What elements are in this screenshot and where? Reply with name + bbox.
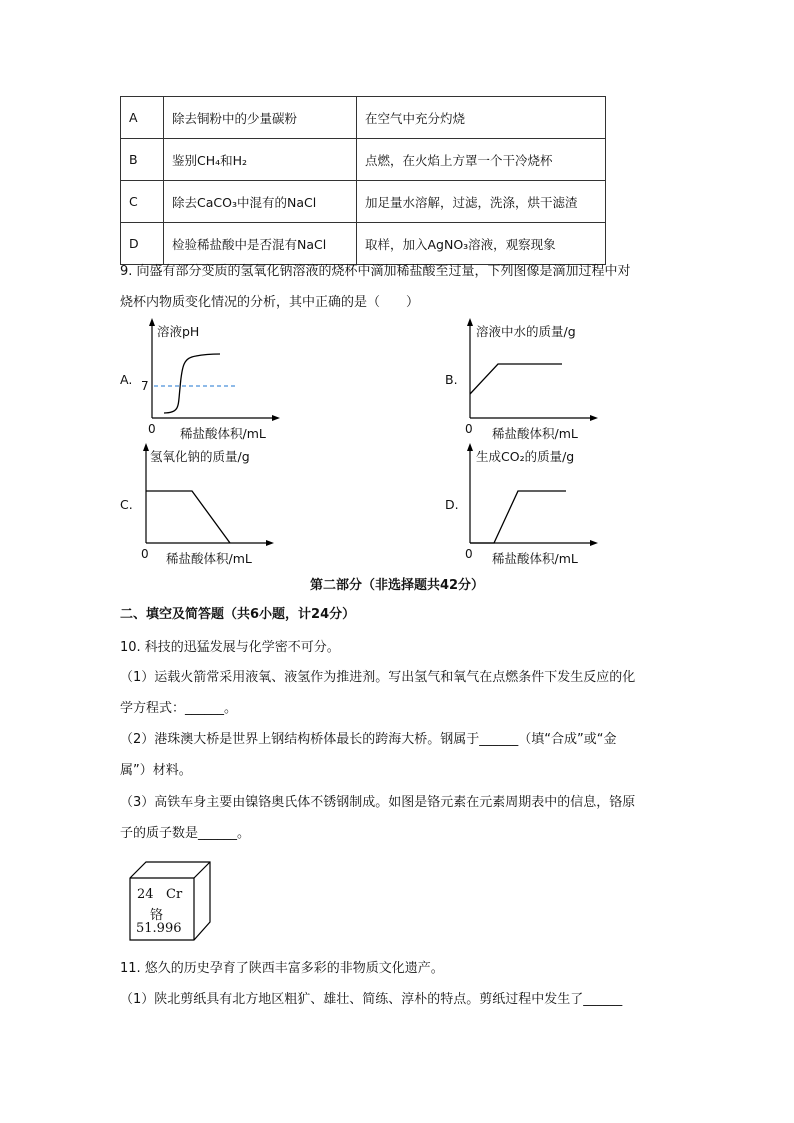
graph-d-curve <box>470 491 566 543</box>
graph-d-x-arrow <box>590 540 598 546</box>
q9-line2: 烧杯内物质变化情况的分析，其中正确的是（ ） <box>120 295 420 310</box>
row-letter: C <box>121 181 164 223</box>
row-letter: D <box>121 223 164 265</box>
row-method: 加足量水溶解，过滤，洗涤，烘干滤渣 <box>357 181 606 223</box>
graph-a-letter: A. <box>120 372 133 387</box>
graph-a-tick-7: 7 <box>141 379 149 393</box>
element-symbol: Cr <box>166 887 183 902</box>
graph-b-ylabel: 溶液中水的质量/g <box>476 324 576 339</box>
q10-p3b: 子的质子数是______。 <box>120 826 251 841</box>
q11-p1: （1）陕北剪纸具有北方地区粗犷、雄壮、简练、淳朴的特点。剪纸过程中发生了______ <box>120 992 623 1007</box>
graph-c-origin: 0 <box>141 547 149 561</box>
q11-stem: 11. 悠久的历史孕育了陕西丰富多彩的非物质文化遗产。 <box>120 961 444 976</box>
row-purpose: 鉴别CH₄和H₂ <box>164 139 357 181</box>
graph-d-xlabel: 稀盐酸体积/mL <box>492 551 578 566</box>
table-row <box>121 139 606 181</box>
row-method: 点燃，在火焰上方罩一个干冷烧杯 <box>357 139 606 181</box>
q10-p2b: 属”）材料。 <box>120 763 192 778</box>
graph-b-xlabel: 稀盐酸体积/mL <box>492 426 578 441</box>
graph-b-x-arrow <box>590 415 598 421</box>
q10-p3a: （3）高铁车身主要由镍铬奥氏体不锈钢制成。如图是铬元素在元素周期表中的信息，铬原 <box>120 795 636 810</box>
table-row <box>121 97 606 139</box>
row-purpose: 检验稀盐酸中是否混有NaCl <box>164 223 357 265</box>
row-method: 在空气中充分灼烧 <box>357 97 606 139</box>
graph-c-curve <box>146 491 230 543</box>
graph-a-origin: 0 <box>148 422 156 436</box>
section-title: 二、填空及简答题（共6小题，计24分） <box>120 607 356 622</box>
element-name: 铬 <box>150 908 164 923</box>
graph-a-ylabel: 溶液pH <box>157 324 200 339</box>
row-purpose: 除去CaCO₃中混有的NaCl <box>164 181 357 223</box>
q10-p1a: （1）运载火箭常采用液氧、液氢作为推进剂。写出氢气和氧气在点燃条件下发生反应的化 <box>120 670 636 685</box>
graph-d-letter: D. <box>445 497 459 512</box>
graph-c-y-arrow <box>143 443 149 451</box>
graph-b-letter: B. <box>445 372 458 387</box>
graph-a-x-arrow <box>272 415 280 421</box>
graph-b-origin: 0 <box>465 422 473 436</box>
q10-p2a: （2）港珠澳大桥是世界上钢结构桥体最长的跨海大桥。钢属于______（填“合成”或“金 <box>120 732 617 747</box>
graph-c-ylabel: 氢氧化钠的质量/g <box>150 449 250 464</box>
graph-a-curve <box>164 354 220 413</box>
graph-a-y-arrow <box>149 318 155 326</box>
element-number: 24 <box>137 887 154 902</box>
table-row <box>121 223 606 265</box>
q9-line1: 9. 向盛有部分变质的氢氧化钠溶液的烧杯中滴加稀盐酸至过量，下列图像是滴加过程中对 <box>120 264 631 279</box>
graph-c <box>134 443 274 547</box>
graph-c-x-arrow <box>266 540 274 546</box>
graph-c-letter: C. <box>120 497 133 512</box>
graph-a <box>140 318 280 422</box>
element-mass: 51.996 <box>136 921 182 936</box>
q10-stem: 10. 科技的迅猛发展与化学密不可分。 <box>120 640 340 655</box>
graph-b <box>458 318 598 422</box>
options-table <box>120 96 606 265</box>
graph-d-origin: 0 <box>465 547 473 561</box>
row-method: 取样，加入AgNO₃溶液，观察现象 <box>357 223 606 265</box>
graph-b-curve <box>470 364 562 394</box>
row-purpose: 除去铜粉中的少量碳粉 <box>164 97 357 139</box>
graph-d-ylabel: 生成CO₂的质量/g <box>476 449 575 464</box>
graph-d <box>458 443 598 547</box>
graph-a-xlabel: 稀盐酸体积/mL <box>180 426 266 441</box>
row-letter: A <box>121 97 164 139</box>
table-row <box>121 181 606 223</box>
graph-c-xlabel: 稀盐酸体积/mL <box>166 551 252 566</box>
q10-p1b: 学方程式：______。 <box>120 701 238 716</box>
row-letter: B <box>121 139 164 181</box>
graph-d-y-arrow <box>467 443 473 451</box>
part2-title: 第二部分（非选择题共42分） <box>309 578 485 593</box>
graph-b-y-arrow <box>467 318 473 326</box>
